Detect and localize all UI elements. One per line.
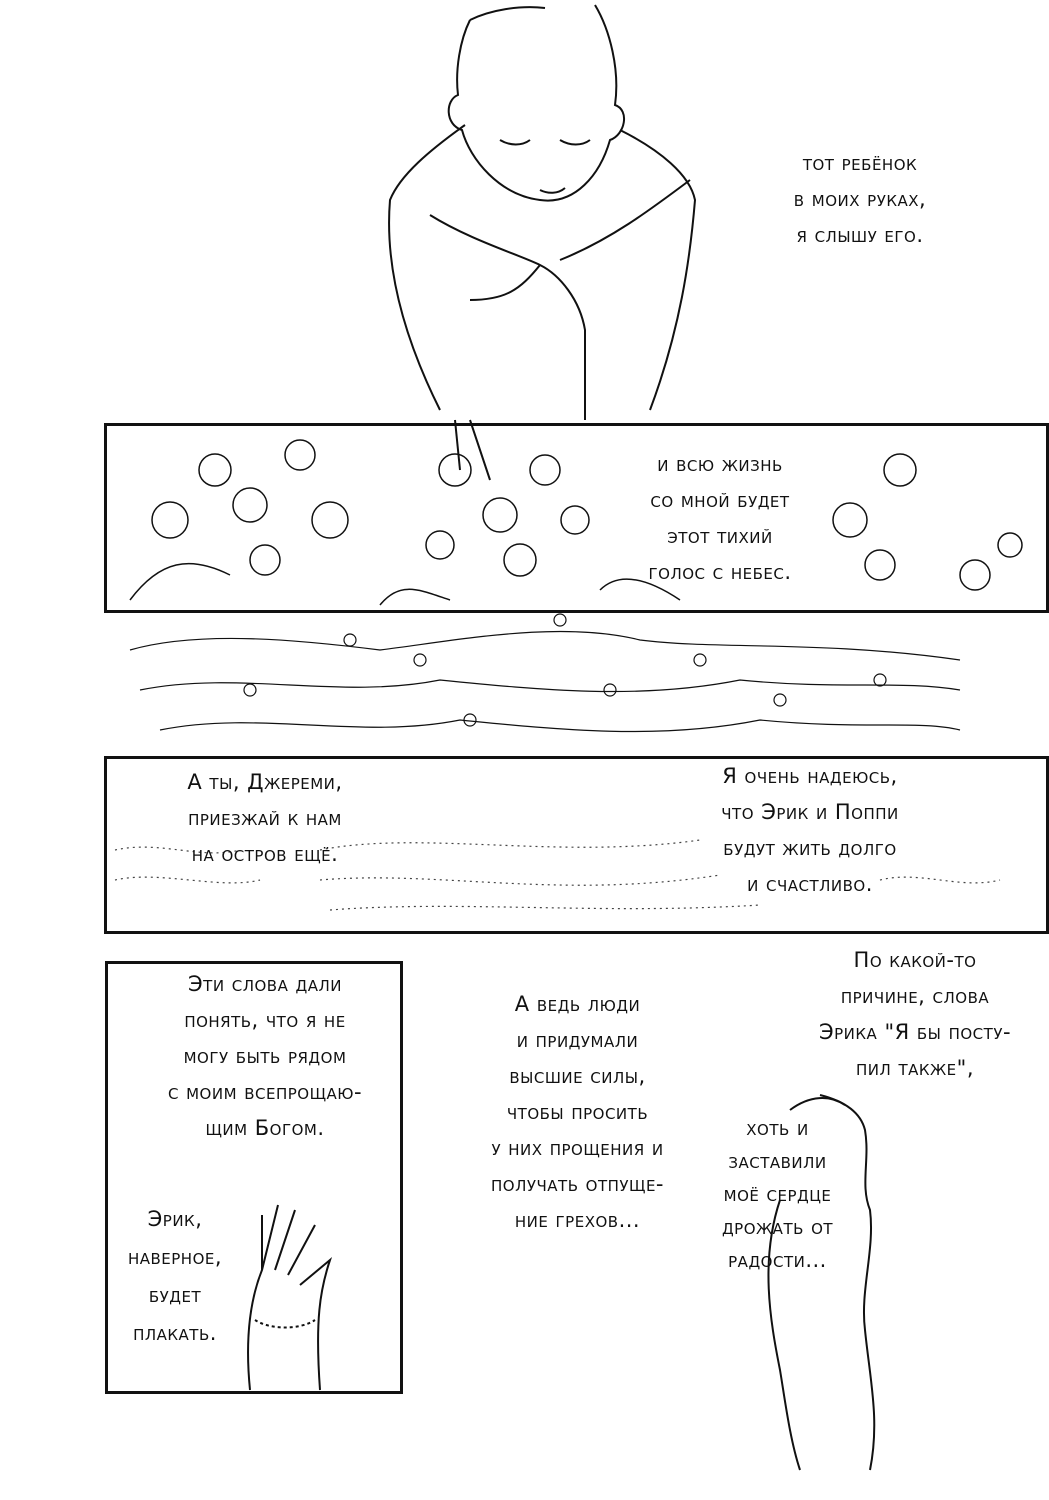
- caption-line: и придумали: [516, 1028, 639, 1052]
- caption-line: моё сердце: [723, 1182, 832, 1206]
- caption-line: будет: [148, 1283, 202, 1307]
- caption-line: щим Богом.: [205, 1116, 325, 1140]
- caption-line: что Эрик и Поппи: [721, 800, 899, 824]
- caption-line: будут жить долго: [723, 836, 897, 860]
- flower-field-icon: [130, 614, 960, 732]
- flowers-panel: [104, 423, 1049, 613]
- caption-flowers-panel: [605, 446, 835, 590]
- caption-middle-bottom: [455, 986, 700, 1238]
- caption-line: хоть и: [746, 1116, 809, 1140]
- caption-line: Эти слова дали: [188, 972, 342, 996]
- caption-line: заставили: [728, 1149, 827, 1173]
- caption-line: Эрик,: [147, 1207, 203, 1231]
- caption-line: плакать.: [133, 1321, 217, 1345]
- figure-head-icon: [449, 5, 624, 201]
- caption-line: этот тихий: [667, 524, 773, 548]
- caption-line: чтобы просить: [506, 1100, 649, 1124]
- caption-left-field: [150, 764, 380, 872]
- caption-line: По какой-то: [853, 948, 977, 972]
- caption-line: голос с небес.: [648, 560, 792, 584]
- caption-line: со мной будет: [650, 488, 790, 512]
- caption-line: я слышу его.: [796, 223, 924, 247]
- caption-hand: [115, 1200, 235, 1352]
- caption-line: получать отпуще-: [490, 1172, 665, 1196]
- caption-line: и всю жизнь: [657, 452, 783, 476]
- caption-line: Эрика "Я бы посту-: [818, 1020, 1012, 1044]
- caption-line: радости...: [728, 1248, 827, 1272]
- caption-line: высшие силы,: [509, 1064, 646, 1088]
- caption-line: на остров ещё.: [191, 842, 339, 866]
- caption-line: понять, что я не: [184, 1008, 346, 1032]
- caption-line: приезжай к нам: [188, 806, 342, 830]
- caption-line: могу быть рядом: [183, 1044, 347, 1068]
- caption-right-figure: [690, 1112, 865, 1277]
- caption-right-bottom: [795, 942, 1035, 1086]
- caption-bottom-box: [140, 966, 390, 1146]
- caption-line: у них прощения и: [491, 1136, 664, 1160]
- caption-line: дрожать от: [721, 1215, 834, 1239]
- caption-line: А ведь люди: [514, 992, 641, 1016]
- caption-right-field: [675, 758, 945, 902]
- caption-line: тот ребёнок: [802, 151, 918, 175]
- caption-line: с моим всепрощаю-: [167, 1080, 363, 1104]
- caption-line: ние грехов...: [514, 1208, 641, 1232]
- caption-line: причине, слова: [840, 984, 990, 1008]
- caption-line: в моих руках,: [793, 187, 927, 211]
- caption-line: наверное,: [127, 1245, 223, 1269]
- caption-line: и счастливо.: [747, 872, 873, 896]
- caption-top-right: [745, 145, 975, 253]
- caption-line: пил также",: [856, 1056, 974, 1080]
- caption-line: А ты, Джереми,: [187, 770, 343, 794]
- caption-line: Я очень надеюсь,: [722, 764, 898, 788]
